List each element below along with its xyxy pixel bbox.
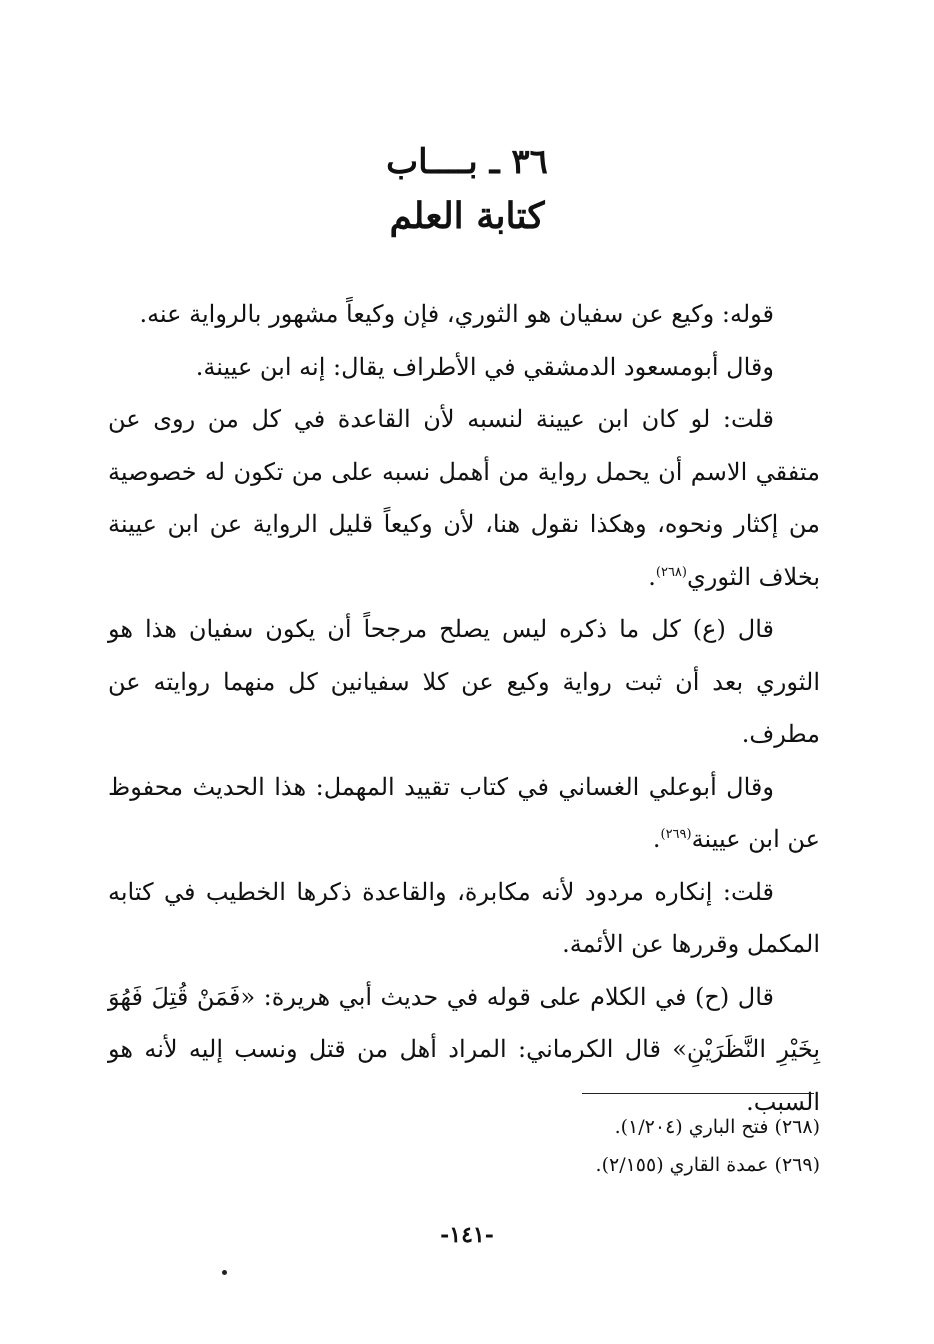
footnote-reference[interactable]: (٢٦٨)	[655, 564, 687, 580]
footnote-reference[interactable]: (٢٦٩)	[660, 827, 692, 842]
chapter-title: كتابة العلم	[389, 195, 545, 237]
paragraph: قوله: وكيع عن سفيان هو الثوري، فإن وكيعاً مشهور بالرواية عنه.	[139, 300, 774, 328]
paragraph-end-mark: .	[648, 562, 656, 591]
paragraph-end-mark: .	[652, 825, 661, 853]
chapter-number: ٣٦ ـ بــــاب	[386, 142, 548, 182]
paragraph: وقال أبومسعود الدمشقي في الأطراف يقال: إنه ابن عيينة.	[195, 352, 774, 381]
paragraph-text: وقال أبوعلي الغساني في كتاب تقييد المهمل: هذا الحديث محفوظ عن ابن عيينة	[108, 772, 820, 853]
paragraph: قال (ح) في الكلام على قوله في حديث أبي هريرة: «فَمَنْ قُتِلَ فَهُوَ بِخَيْرِ النَّظَرَيْنِ» قال الكرماني: المراد أهل من قتل ونسب إليه لأنه هو السبب.	[108, 982, 820, 1116]
body-text	[108, 288, 820, 1128]
paragraph: قال (ع) كل ما ذكره ليس يصلح مرجحاً أن يكون سفيان هذا هو الثوري بعد أن ثبت رواية وكيع عن كلا سفيانين كل منهما روايته عن مطرف.	[108, 615, 820, 748]
paragraph-text: قلت: لو كان ابن عيينة لنسبه لأن القاعدة في كل من روى عن متفقي الاسم أن يحمل رواية من أهمل نسبه على من تكون له خصوصية من إكثار ونحوه، وهكذا نقول هنا، لأن وكيعاً قليل الرواية عن ابن عيينة بخلاف الثوري	[108, 405, 820, 591]
paragraph-with-footnote	[108, 393, 820, 603]
footnote-divider	[582, 1093, 814, 1094]
footnotes	[420, 1108, 820, 1184]
page-number: -١٤١-	[440, 1222, 494, 1248]
paragraph-with-footnote	[108, 761, 820, 866]
scan-speck	[222, 1270, 227, 1275]
footnote: (٢٦٩) عمدة القاري (٢/١٥٥).	[595, 1154, 820, 1176]
paragraph: قلت: إنكاره مردود لأنه مكابرة، والقاعدة ذكرها الخطيب في كتابه المكمل وقررها عن الأئمة.	[108, 877, 820, 958]
footnote: (٢٦٨) فتح الباري (١/٢٠٤).	[614, 1116, 820, 1138]
